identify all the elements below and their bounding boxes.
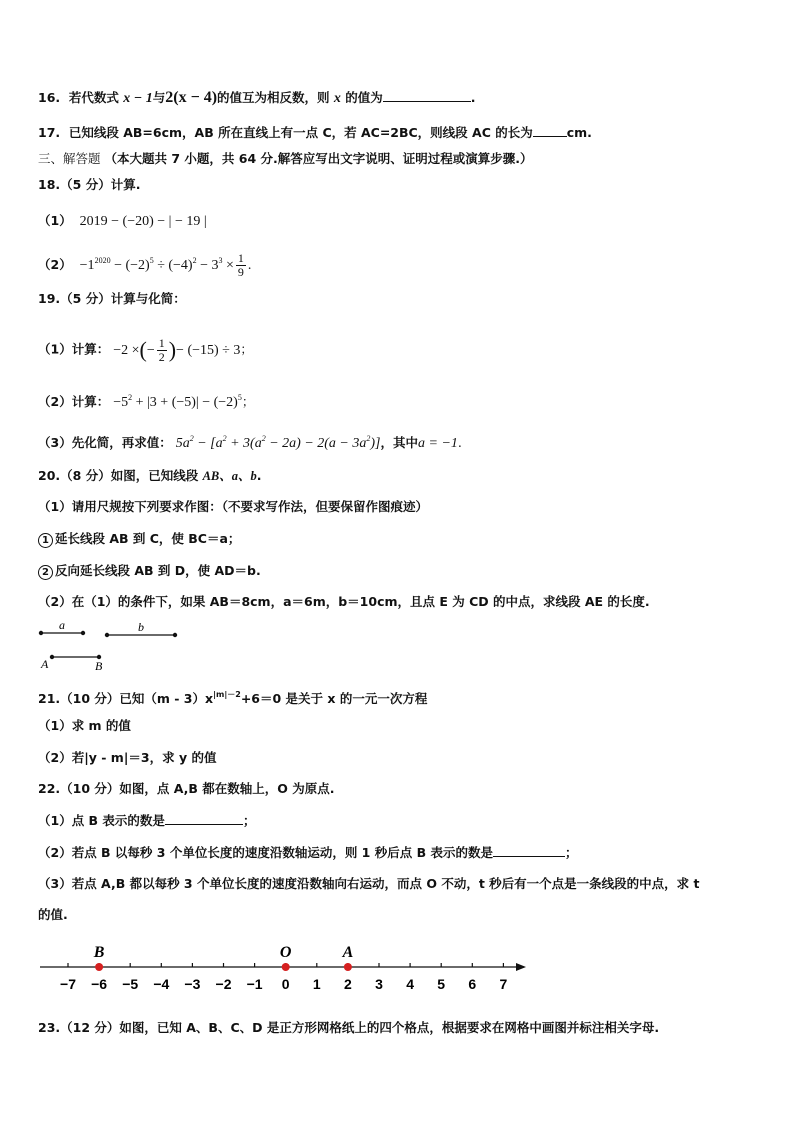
label-B: B — [95, 659, 103, 672]
axis-tick-label: −4 — [153, 976, 170, 992]
number-line — [34, 938, 534, 996]
axis-tick-label: 7 — [499, 976, 508, 992]
question-22-part-3-cont: 的值. — [38, 907, 68, 922]
axis-tick-label: 5 — [437, 976, 446, 992]
question-21-heading: 21.（10 分）已知$(m - 3)x^{|m|-2}+6=0$ 是关于 x 的一元一次方程 — [38, 690, 428, 706]
question-22-part-1: （1）点 B 表示的数是 ； — [38, 813, 256, 828]
axis-tick-label: 1 — [312, 976, 321, 992]
question-18-part-1: （1） 2019 − (−20) − | − 19 | — [38, 213, 207, 229]
point-O-marker — [282, 963, 290, 971]
question-20-step-2: 2 反向延长线段 AB 到 D，使 AD＝b. — [38, 562, 261, 580]
arrow-head-icon — [516, 963, 526, 971]
question-19-heading: 19.（5 分）计算与化简： — [38, 291, 186, 306]
point-B-marker — [95, 963, 103, 971]
question-19-part-1: （1）计算： −2 ×(− $\frac{1}{2}$ )− (−15) ÷ 3； — [38, 336, 253, 364]
question-17: 17. 已知线段 AB=6cm，AB 所在直线上有一点 C，若 AC=2BC，则线段 AC 的长为 cm. — [38, 125, 592, 140]
question-21-part-1: （1）求 m 的值 — [38, 718, 131, 733]
answer-blank — [165, 812, 243, 825]
axis-tick-label: 3 — [375, 976, 383, 992]
point-A-marker — [344, 963, 352, 971]
axis-tick-label: 4 — [406, 976, 414, 992]
axis-tick-label: −7 — [60, 976, 76, 992]
label-a: a — [59, 618, 65, 632]
question-20-part-1: （1）请用尺规按下列要求作图：（不要求写作法，但要保留作图痕迹） — [38, 499, 428, 514]
question-18-part-2: $(2) -1^{2020} - (-2)^5 \div (-4)^2 - 3^3$ × $\frac{1}{9}$ . — [38, 251, 252, 280]
label-b: b — [138, 620, 144, 634]
axis-tick-label: −2 — [215, 976, 232, 992]
axis-tick-label: −6 — [91, 976, 108, 992]
segments-figure — [30, 612, 200, 672]
fraction: $\frac{1}{9}$ — [237, 251, 244, 280]
axis-tick-label: 2 — [344, 976, 352, 992]
answer-blank — [533, 124, 567, 137]
question-19-part-2: （2）计算： $-5^2 + |3 + (-5)| - (-2)^5$； — [38, 393, 255, 410]
point-O-label: O — [279, 944, 292, 961]
question-22-heading: 22.（10 分）如图，点 A,B 都在数轴上，O 为原点. — [38, 781, 335, 796]
question-22-part-3: （3）若点 A,B 都以每秒 3 个单位长度的速度沿数轴向右运动，而点 O 不动，t 秒后有一个点是一条线段的中点，求 t — [38, 876, 700, 891]
answer-blank — [383, 89, 471, 102]
question-20-part-2: （2）在（1）的条件下，如果 AB＝8cm，a＝6m，b＝10cm，且点 E 为 CD 的中点，求线段 AE 的长度. — [38, 594, 650, 609]
question-19-part-3: （3）先化简，再求值： $5a^2 - [a^2 + 3(a^2 - 2a) - 2(a - 3a^2)]$，其中a = −1. — [38, 434, 462, 451]
question-16: 16. 若代数式 x − 1与2(x − 4)的值互为相反数，则 x 的值为 . — [38, 89, 476, 106]
axis-tick-label: 6 — [468, 976, 477, 992]
axis-tick-label: −5 — [122, 976, 139, 992]
question-21-part-2: （2）若|y - m|＝3，求 y 的值 — [38, 750, 217, 765]
circled-number-2-icon: 2 — [38, 565, 53, 580]
circled-number-1-icon: 1 — [38, 533, 53, 548]
point-B-label: B — [93, 944, 105, 961]
label-A: A — [41, 657, 49, 671]
question-20-heading: 20.（8 分）如图，已知线段 AB、a、b. — [38, 468, 262, 483]
answer-blank — [493, 844, 565, 857]
question-23-heading: 23.（12 分）如图，已知 A、B、C、D 是正方形网格纸上的四个格点，根据要求在网格中画图并标注相关字母. — [38, 1020, 660, 1035]
question-18-heading: 18.（5 分）计算. — [38, 177, 141, 192]
point-A-label: A — [342, 944, 354, 961]
axis-tick-label: −3 — [184, 976, 201, 992]
axis-tick-label: −1 — [246, 976, 263, 992]
section-header: 三、解答题 （本大题共 7 小题，共 64 分.解答应写出文字说明、证明过程或演算步骤.） — [38, 151, 533, 166]
question-22-part-2: （2）若点 B 以每秒 3 个单位长度的速度沿数轴运动，则 1 秒后点 B 表示的数是 ； — [38, 845, 578, 860]
axis-tick-label: 0 — [281, 976, 290, 992]
question-20-step-1: 1 延长线段 AB 到 C，使 BC＝a； — [38, 530, 240, 548]
fraction: $\frac{1}{2}$ — [158, 336, 165, 364]
